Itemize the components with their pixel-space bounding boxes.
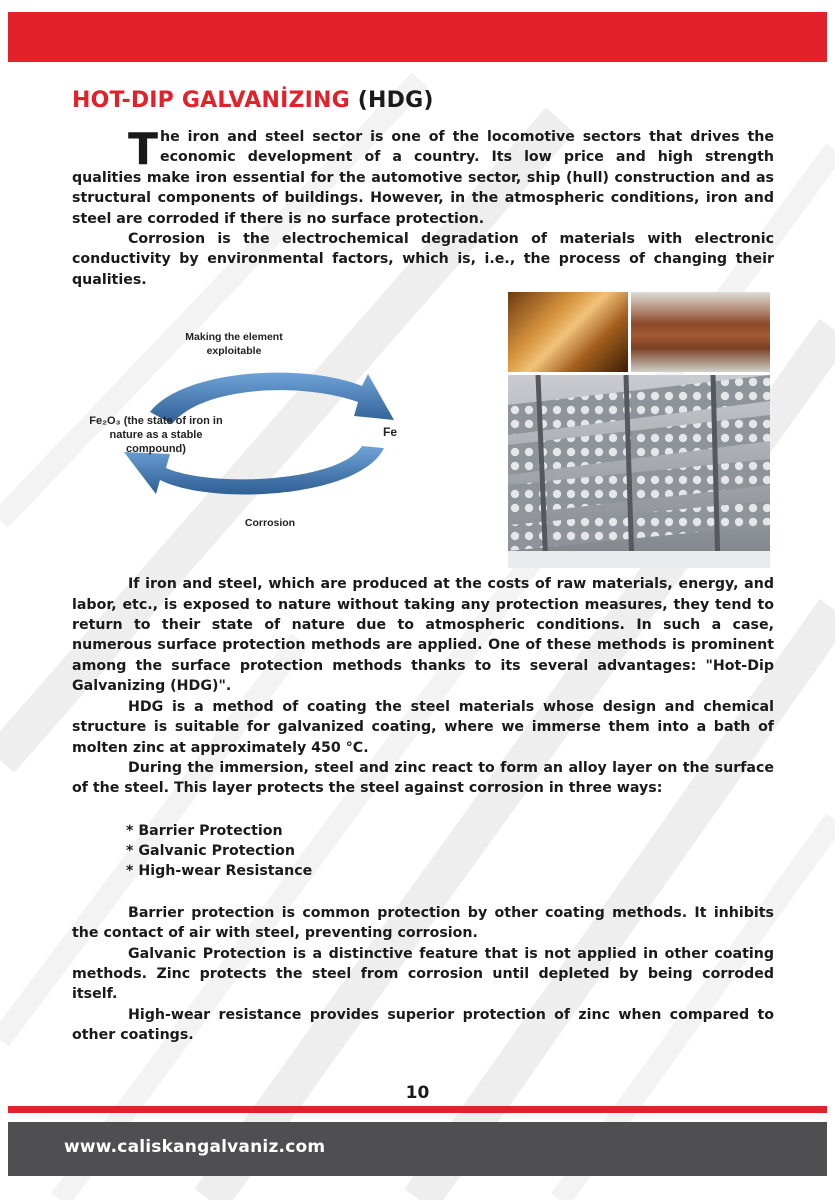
footer-red-line — [8, 1106, 827, 1113]
diagram-left-label-end: compound) — [126, 443, 186, 456]
corroded-steel-photo — [631, 292, 770, 372]
steel-structure-photo — [508, 375, 770, 568]
footer-band — [8, 1122, 827, 1176]
corrosion-definition-paragraph: Corrosion is the electrochemical degradation of materials with electronic conductivity by environmental factors, which is, i.e., the process of changing their qualities. — [72, 231, 774, 288]
page-title — [72, 88, 774, 113]
list-item-wear: * High-wear Resistance — [126, 862, 313, 879]
diagram-top-label: Making the element — [185, 331, 283, 344]
galvanized-parts-photo — [508, 292, 628, 372]
diagram-left-label: Fe₂O₃ (the state of iron in — [89, 415, 223, 428]
photo-collage — [508, 292, 770, 568]
diagram-top-label-cont: exploitable — [206, 345, 262, 358]
intro-paragraph: The iron and steel sector is one of the locomotive sectors that drives the economic development of a country. Its low price and high strength qualities make iron essential for the automotive sector, ship (hull) construction and as structural components of buildings. However, in the atmospheric conditions, iron and steel are corroded if there is no surface protection. — [72, 124, 774, 227]
list-item-galvanic: * Galvanic Protection — [126, 842, 296, 859]
iron-cycle-diagram — [72, 320, 432, 540]
title-main: HOT-DIP GALVANİZING — [72, 88, 350, 113]
protection-list — [126, 821, 774, 881]
protection-intro-paragraph: If iron and steel, which are produced at the costs of raw materials, energy, and labor, etc., is exposed to nature without taking any protection measures, they tend to return to their state of nature due to atmospheric conditions. In such a case, numerous surface protection methods are applied. One of these methods is prominent among the surface protection methods thanks to its several advantages: "Hot-Dip Galvanizing (HDG)". — [72, 576, 774, 695]
list-item-barrier: * Barrier Protection — [126, 822, 283, 839]
figure-row — [72, 292, 774, 568]
website-link[interactable]: www.caliskangalvaniz.com — [64, 1137, 326, 1157]
diagram-left-label-cont: nature as a stable — [109, 429, 203, 442]
diagram-bottom-label: Corrosion — [244, 517, 296, 530]
page-content — [72, 88, 774, 1046]
galvanic-protection-paragraph: Galvanic Protection is a distinctive feature that is not applied in other coating methods. Zinc protects the steel from corrosion until depleted by being corroded itself. — [72, 945, 774, 1003]
alloy-layer-paragraph: During the immersion, steel and zinc react to form an alloy layer on the surface of the steel. This layer protects the steel against corrosion in three ways: — [72, 759, 774, 797]
page-number: 10 — [405, 1083, 430, 1103]
title-abbreviation: (HDG) — [357, 88, 434, 113]
barrier-protection-paragraph: Barrier protection is common protection by other coating methods. It inhibits the contact of air with steel, preventing corrosion. — [72, 904, 774, 942]
hdg-definition-paragraph: HDG is a method of coating the steel materials whose design and chemical structure is suitable for galvanized coating, where we immerse them into a bath of molten zinc at approximately 450 °C. — [72, 698, 774, 756]
diagram-right-label: Fe — [382, 425, 398, 440]
wear-resistance-paragraph: High-wear resistance provides superior protection of zinc when compared to other coatings. — [72, 1006, 774, 1044]
